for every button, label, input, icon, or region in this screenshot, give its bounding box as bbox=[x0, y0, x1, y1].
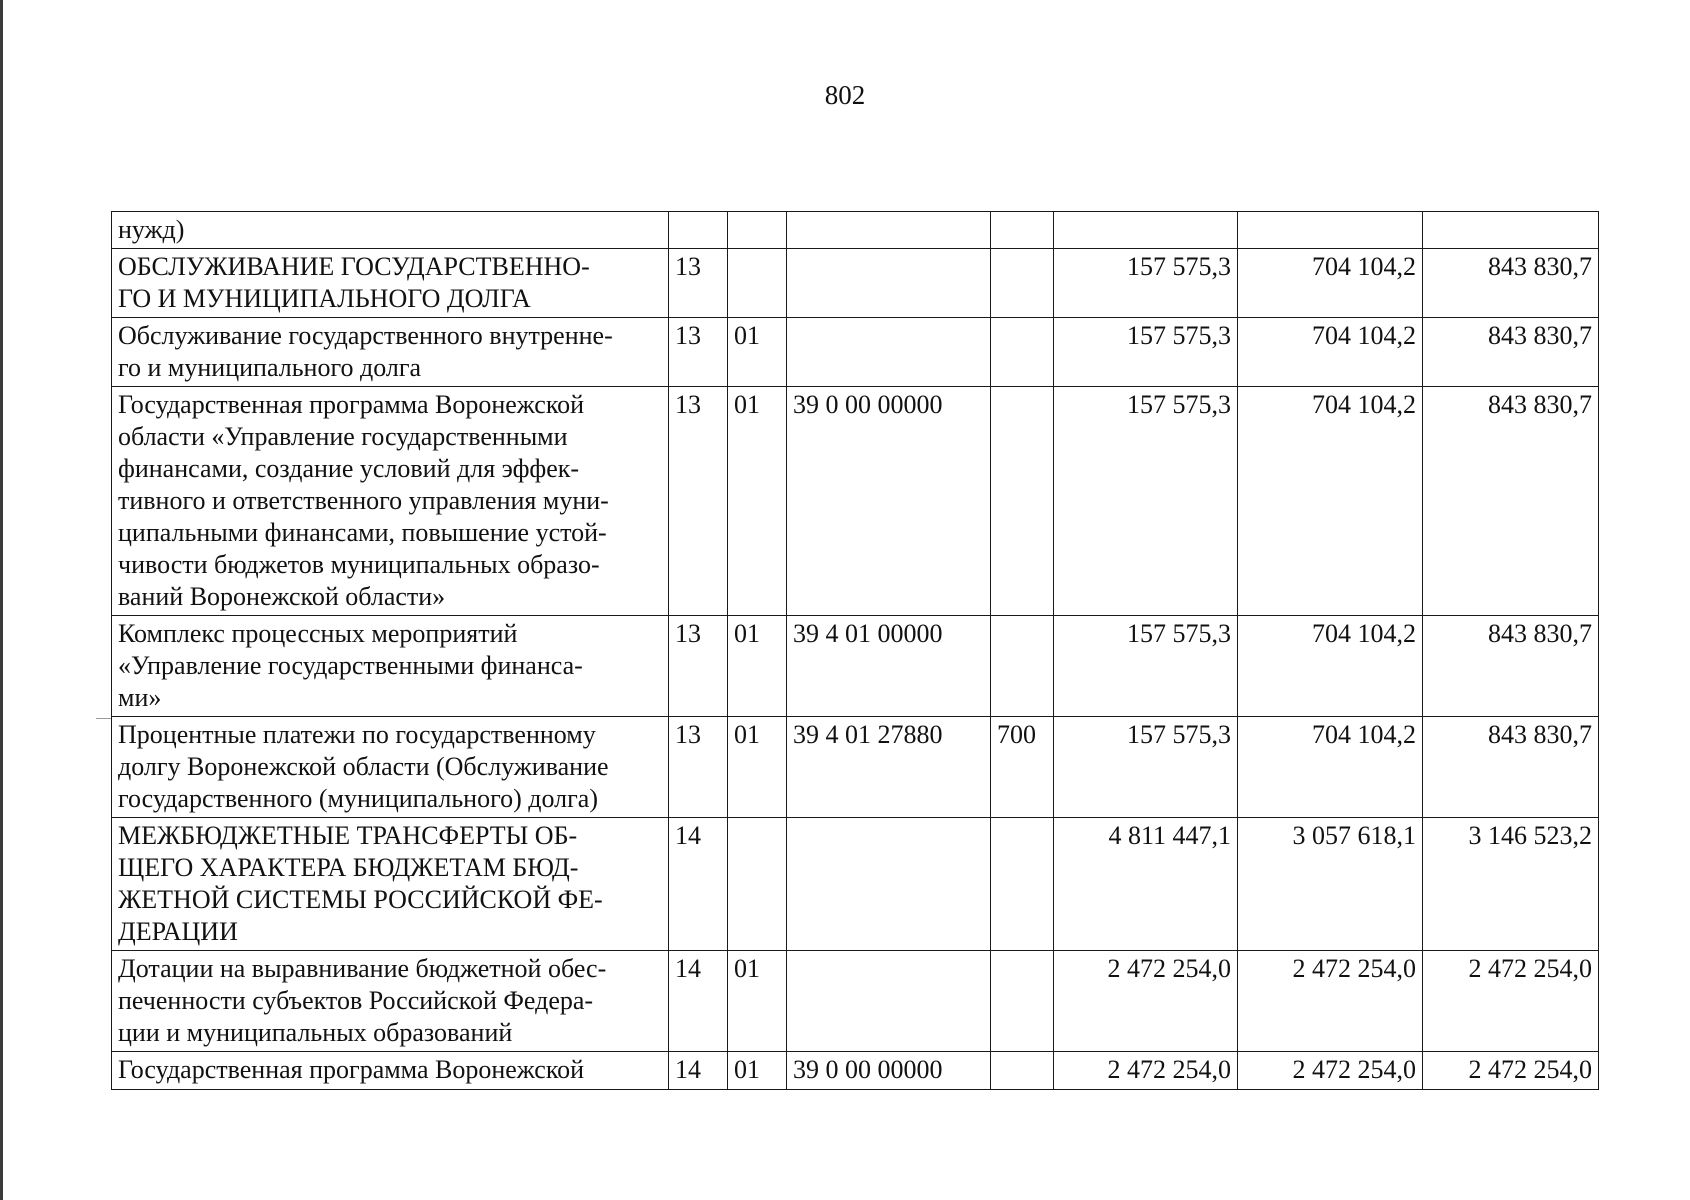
subsection-code: 01 bbox=[728, 951, 787, 1052]
table-row bbox=[112, 212, 1599, 249]
expense-type-code bbox=[991, 318, 1054, 387]
section-code: 13 bbox=[669, 318, 728, 387]
amount-year-2: 704 104,2 bbox=[1238, 387, 1423, 616]
row-name-line: «Управление государственными финанса- bbox=[118, 651, 583, 680]
amount-year-3: 843 830,7 bbox=[1423, 717, 1599, 818]
amount-year-2 bbox=[1238, 212, 1423, 249]
row-name-line: ципальными финансами, повышение устой- bbox=[118, 518, 607, 547]
section-code: 13 bbox=[669, 249, 728, 318]
scan-left-edge bbox=[0, 0, 3, 1200]
row-name-line: печенности субъектов Российской Федера- bbox=[118, 986, 594, 1015]
amount-year-1: 157 575,3 bbox=[1054, 249, 1238, 318]
row-name-line: Обслуживание государственного внутренне- bbox=[118, 321, 613, 350]
amount-year-2: 704 104,2 bbox=[1238, 717, 1423, 818]
section-code: 13 bbox=[669, 717, 728, 818]
table-row bbox=[112, 616, 1599, 717]
budget-table bbox=[111, 211, 1599, 1090]
expense-type-code bbox=[991, 249, 1054, 318]
row-name bbox=[112, 818, 669, 951]
row-name-line: го и муниципального долга bbox=[118, 353, 422, 382]
target-article-code: 39 4 01 00000 bbox=[787, 616, 991, 717]
subsection-code: 01 bbox=[728, 616, 787, 717]
row-name bbox=[112, 717, 669, 818]
row-name bbox=[112, 212, 669, 249]
section-code bbox=[669, 212, 728, 249]
subsection-code: 01 bbox=[728, 717, 787, 818]
section-code: 13 bbox=[669, 387, 728, 616]
row-name-line: Дотации на выравнивание бюджетной обес- bbox=[118, 954, 607, 983]
amount-year-2: 3 057 618,1 bbox=[1238, 818, 1423, 951]
table-row bbox=[112, 1052, 1599, 1090]
amount-year-2: 704 104,2 bbox=[1238, 318, 1423, 387]
subsection-code bbox=[728, 212, 787, 249]
amount-year-1: 2 472 254,0 bbox=[1054, 1052, 1238, 1090]
row-name-line: тивного и ответственного управления муни- bbox=[118, 486, 609, 515]
row-name-line: ДЕРАЦИИ bbox=[118, 917, 238, 946]
target-article-code bbox=[787, 818, 991, 951]
amount-year-3: 2 472 254,0 bbox=[1423, 1052, 1599, 1090]
table-row bbox=[112, 249, 1599, 318]
expense-type-code bbox=[991, 616, 1054, 717]
expense-type-code bbox=[991, 212, 1054, 249]
table-row bbox=[112, 717, 1599, 818]
target-article-code bbox=[787, 951, 991, 1052]
row-name-line: финансами, создание условий для эффек- bbox=[118, 454, 580, 483]
target-article-code bbox=[787, 318, 991, 387]
row-name-line: ции и муниципальных образований bbox=[118, 1018, 513, 1047]
row-name-line: Комплекс процессных мероприятий bbox=[118, 619, 518, 648]
amount-year-2: 2 472 254,0 bbox=[1238, 1052, 1423, 1090]
row-name bbox=[112, 1052, 669, 1090]
section-code: 14 bbox=[669, 818, 728, 951]
row-name-line: ваний Воронежской области» bbox=[118, 582, 446, 611]
amount-year-2: 704 104,2 bbox=[1238, 249, 1423, 318]
amount-year-1: 157 575,3 bbox=[1054, 318, 1238, 387]
amount-year-2: 704 104,2 bbox=[1238, 616, 1423, 717]
table-body bbox=[112, 212, 1599, 1090]
target-article-code bbox=[787, 249, 991, 318]
row-name-line: ОБСЛУЖИВАНИЕ ГОСУДАРСТВЕННО- bbox=[118, 252, 590, 281]
table-row bbox=[112, 387, 1599, 616]
target-article-code bbox=[787, 212, 991, 249]
amount-year-3: 843 830,7 bbox=[1423, 616, 1599, 717]
row-name bbox=[112, 387, 669, 616]
expense-type-code bbox=[991, 387, 1054, 616]
row-name-line: ЩЕГО ХАРАКТЕРА БЮДЖЕТАМ БЮД- bbox=[118, 853, 579, 882]
row-name-line: Государственная программа Воронежской bbox=[118, 390, 585, 419]
subsection-code bbox=[728, 818, 787, 951]
row-name bbox=[112, 616, 669, 717]
subsection-code: 01 bbox=[728, 1052, 787, 1090]
section-code: 14 bbox=[669, 951, 728, 1052]
target-article-code: 39 0 00 00000 bbox=[787, 387, 991, 616]
expense-type-code bbox=[991, 1052, 1054, 1090]
subsection-code: 01 bbox=[728, 318, 787, 387]
row-name-line: ми» bbox=[118, 683, 162, 712]
row-name bbox=[112, 951, 669, 1052]
amount-year-3: 843 830,7 bbox=[1423, 249, 1599, 318]
section-code: 14 bbox=[669, 1052, 728, 1090]
amount-year-1 bbox=[1054, 212, 1238, 249]
expense-type-code: 700 bbox=[991, 717, 1054, 818]
target-article-code: 39 0 00 00000 bbox=[787, 1052, 991, 1090]
table-row bbox=[112, 318, 1599, 387]
row-name-line: МЕЖБЮДЖЕТНЫЕ ТРАНСФЕРТЫ ОБ- bbox=[118, 821, 578, 850]
amount-year-3: 3 146 523,2 bbox=[1423, 818, 1599, 951]
row-name-line: чивости бюджетов муниципальных образо- bbox=[118, 550, 600, 579]
row-name-line: ГО И МУНИЦИПАЛЬНОГО ДОЛГА bbox=[118, 284, 531, 313]
expense-type-code bbox=[991, 818, 1054, 951]
amount-year-1: 157 575,3 bbox=[1054, 717, 1238, 818]
page-number: 802 bbox=[824, 80, 866, 110]
expense-type-code bbox=[991, 951, 1054, 1052]
target-article-code: 39 4 01 27880 bbox=[787, 717, 991, 818]
subsection-code: 01 bbox=[728, 387, 787, 616]
table-row bbox=[112, 951, 1599, 1052]
table-row bbox=[112, 818, 1599, 951]
row-name-line: Государственная программа Воронежской bbox=[118, 1055, 585, 1084]
amount-year-1: 157 575,3 bbox=[1054, 387, 1238, 616]
amount-year-3: 843 830,7 bbox=[1423, 387, 1599, 616]
row-name-line: Процентные платежи по государственному bbox=[118, 720, 596, 749]
amount-year-1: 2 472 254,0 bbox=[1054, 951, 1238, 1052]
amount-year-3: 2 472 254,0 bbox=[1423, 951, 1599, 1052]
row-name-line: ЖЕТНОЙ СИСТЕМЫ РОССИЙСКОЙ ФЕ- bbox=[118, 885, 603, 914]
row-name-line: долгу Воронежской области (Обслуживание bbox=[118, 752, 609, 781]
amount-year-1: 4 811 447,1 bbox=[1054, 818, 1238, 951]
row-name-line: государственного (муниципального) долга) bbox=[118, 784, 598, 813]
amount-year-3: 843 830,7 bbox=[1423, 318, 1599, 387]
subsection-code bbox=[728, 249, 787, 318]
row-name bbox=[112, 318, 669, 387]
section-code: 13 bbox=[669, 616, 728, 717]
amount-year-1: 157 575,3 bbox=[1054, 616, 1238, 717]
row-name bbox=[112, 249, 669, 318]
amount-year-2: 2 472 254,0 bbox=[1238, 951, 1423, 1052]
row-name-line: нужд) bbox=[118, 215, 185, 244]
amount-year-3 bbox=[1423, 212, 1599, 249]
row-name-line: области «Управление государственными bbox=[118, 422, 568, 451]
scan-speck bbox=[96, 718, 112, 719]
